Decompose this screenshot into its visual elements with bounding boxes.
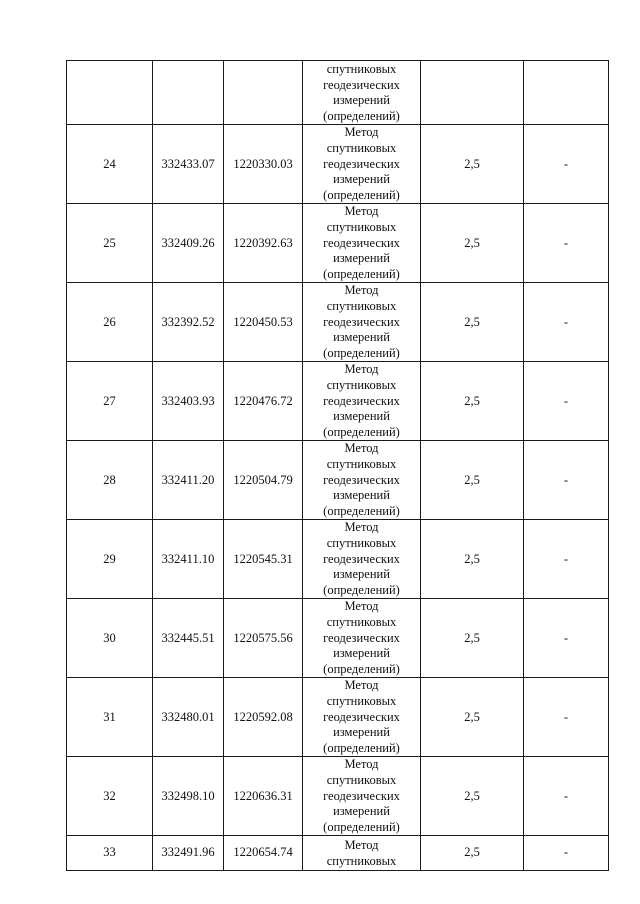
- method-line: геодезических: [323, 77, 400, 92]
- y-coordinate-cell: 1220545.31: [224, 520, 303, 599]
- method-cell: [303, 678, 421, 757]
- method-line: измерений: [333, 330, 390, 345]
- x-coordinate-cell: 332403.93: [153, 362, 224, 441]
- method-line: спутниковых: [326, 219, 397, 234]
- x-coordinate-cell: 332445.51: [153, 599, 224, 678]
- method-line: измерений: [333, 804, 390, 819]
- table-row: [67, 599, 609, 678]
- method-line: Метод: [344, 283, 379, 298]
- method-cell: [303, 362, 421, 441]
- point-number-cell: 24: [67, 125, 153, 204]
- x-coordinate-cell: 332409.26: [153, 204, 224, 283]
- description-cell: -: [524, 757, 609, 836]
- method-line: измерений: [333, 251, 390, 266]
- point-number-cell: 27: [67, 362, 153, 441]
- accuracy-cell: 2,5: [421, 836, 524, 870]
- method-line: Метод: [344, 125, 379, 140]
- description-cell: -: [524, 283, 609, 362]
- accuracy-cell: 2,5: [421, 599, 524, 678]
- method-line: (определений): [323, 266, 400, 281]
- y-coordinate-cell: 1220592.08: [224, 678, 303, 757]
- method-line: (определений): [323, 661, 400, 676]
- method-line: спутниковых: [326, 377, 397, 392]
- method-line: Метод: [344, 441, 379, 456]
- y-coordinate-cell: 1220392.63: [224, 204, 303, 283]
- method-line: Метод: [344, 757, 379, 772]
- table-row-continued: [67, 61, 609, 125]
- description-cell: -: [524, 678, 609, 757]
- method-line: геодезических: [323, 393, 400, 408]
- method-line: геодезических: [323, 551, 400, 566]
- accuracy-cell: [421, 61, 524, 125]
- y-coordinate-cell: 1220476.72: [224, 362, 303, 441]
- method-cell: [303, 204, 421, 283]
- method-line: измерений: [333, 725, 390, 740]
- accuracy-cell: 2,5: [421, 283, 524, 362]
- description-cell: -: [524, 520, 609, 599]
- method-line: (определений): [323, 819, 400, 834]
- table-row: [67, 520, 609, 599]
- method-line: Метод: [344, 204, 379, 219]
- y-coordinate-cell: 1220575.56: [224, 599, 303, 678]
- table-row: [67, 678, 609, 757]
- method-line: спутниковых: [326, 62, 397, 76]
- description-cell: -: [524, 441, 609, 520]
- method-line: геодезических: [323, 472, 400, 487]
- method-line: геодезических: [323, 156, 400, 171]
- method-line: Метод: [344, 838, 379, 853]
- y-coordinate-cell: 1220504.79: [224, 441, 303, 520]
- x-coordinate-cell: 332480.01: [153, 678, 224, 757]
- method-cell: [303, 836, 421, 870]
- method-cell: [303, 283, 421, 362]
- method-line: спутниковых: [326, 614, 397, 629]
- method-line: (определений): [323, 503, 400, 518]
- method-cell: [303, 520, 421, 599]
- table-row: [67, 441, 609, 520]
- x-coordinate-cell: 332392.52: [153, 283, 224, 362]
- accuracy-cell: 2,5: [421, 125, 524, 204]
- table-row: [67, 362, 609, 441]
- point-number-cell: 25: [67, 204, 153, 283]
- table-row: [67, 125, 609, 204]
- method-line: геодезических: [323, 314, 400, 329]
- x-coordinate-cell: 332498.10: [153, 757, 224, 836]
- description-cell: -: [524, 125, 609, 204]
- method-line: (определений): [323, 187, 400, 202]
- method-line: геодезических: [323, 709, 400, 724]
- accuracy-cell: 2,5: [421, 441, 524, 520]
- x-coordinate-cell: 332491.96: [153, 836, 224, 870]
- coordinates-table-body: [67, 61, 609, 871]
- point-number-cell: 26: [67, 283, 153, 362]
- method-line: Метод: [344, 362, 379, 377]
- accuracy-cell: 2,5: [421, 678, 524, 757]
- accuracy-cell: 2,5: [421, 757, 524, 836]
- method-line: измерений: [333, 172, 390, 187]
- method-line: спутниковых: [326, 456, 397, 471]
- description-cell: -: [524, 204, 609, 283]
- table-row: [67, 836, 609, 870]
- method-cell: [303, 757, 421, 836]
- method-line: (определений): [323, 740, 400, 755]
- description-cell: -: [524, 362, 609, 441]
- method-line: (определений): [323, 108, 400, 123]
- method-line: геодезических: [323, 788, 400, 803]
- method-line: спутниковых: [326, 535, 397, 550]
- accuracy-cell: 2,5: [421, 362, 524, 441]
- method-line: геодезических: [323, 630, 400, 645]
- accuracy-cell: 2,5: [421, 520, 524, 599]
- method-line: спутниковых: [326, 772, 397, 787]
- x-coordinate-cell: 332411.10: [153, 520, 224, 599]
- x-coordinate-cell: [153, 61, 224, 125]
- method-line: спутниковых: [326, 853, 397, 868]
- method-line: спутниковых: [326, 693, 397, 708]
- method-line: измерений: [333, 409, 390, 424]
- coordinates-table: [66, 60, 609, 871]
- point-number-cell: 31: [67, 678, 153, 757]
- point-number-cell: 29: [67, 520, 153, 599]
- y-coordinate-cell: 1220330.03: [224, 125, 303, 204]
- method-line: спутниковых: [326, 140, 397, 155]
- method-line: измерений: [333, 646, 390, 661]
- method-line: (определений): [323, 424, 400, 439]
- description-cell: -: [524, 836, 609, 870]
- method-line: геодезических: [323, 235, 400, 250]
- y-coordinate-cell: 1220636.31: [224, 757, 303, 836]
- method-cell: [303, 125, 421, 204]
- x-coordinate-cell: 332433.07: [153, 125, 224, 204]
- point-number-cell: 33: [67, 836, 153, 870]
- method-line: Метод: [344, 599, 379, 614]
- method-line: измерений: [333, 93, 390, 108]
- method-line: измерений: [333, 567, 390, 582]
- method-line: (определений): [323, 582, 400, 597]
- y-coordinate-cell: [224, 61, 303, 125]
- y-coordinate-cell: 1220654.74: [224, 836, 303, 870]
- table-row: [67, 757, 609, 836]
- table-row: [67, 204, 609, 283]
- method-line: спутниковых: [326, 298, 397, 313]
- point-number-cell: 32: [67, 757, 153, 836]
- description-cell: [524, 61, 609, 125]
- point-number-cell: 28: [67, 441, 153, 520]
- table-row: [67, 283, 609, 362]
- method-cell: [303, 61, 421, 125]
- method-line: Метод: [344, 678, 379, 693]
- method-line: (определений): [323, 345, 400, 360]
- method-line: Метод: [344, 520, 379, 535]
- y-coordinate-cell: 1220450.53: [224, 283, 303, 362]
- point-number-cell: 30: [67, 599, 153, 678]
- point-number-cell: [67, 61, 153, 125]
- method-line: измерений: [333, 488, 390, 503]
- x-coordinate-cell: 332411.20: [153, 441, 224, 520]
- method-cell: [303, 441, 421, 520]
- accuracy-cell: 2,5: [421, 204, 524, 283]
- description-cell: -: [524, 599, 609, 678]
- method-cell: [303, 599, 421, 678]
